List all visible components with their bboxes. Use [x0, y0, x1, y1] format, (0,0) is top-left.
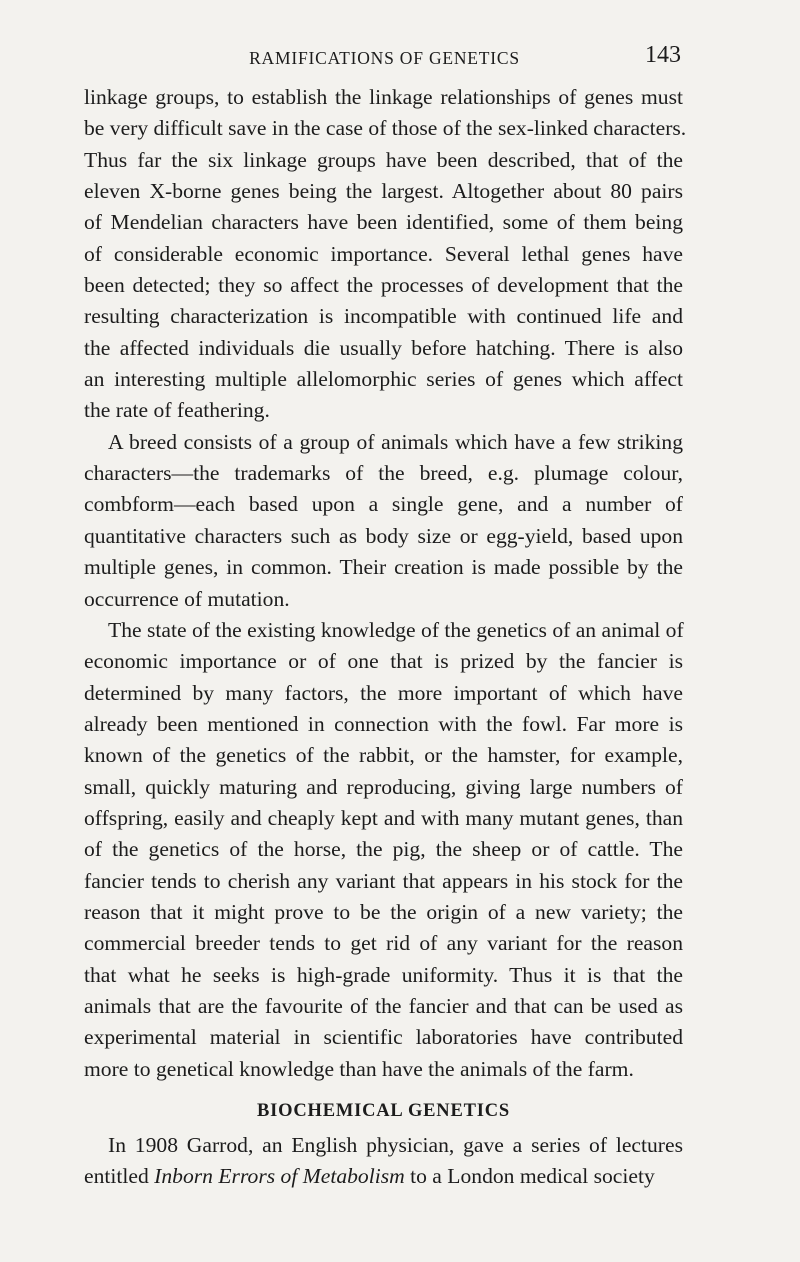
text-line: linkage groups, to establish the linkage relationships of genes must: [84, 85, 683, 109]
text-line: an interesting multiple allelomorphic series of genes which affect: [84, 367, 683, 392]
text-line: small, quickly maturing and reproducing, giving large numbers of: [84, 774, 683, 799]
text-fragment: to a London medical society: [404, 1164, 655, 1189]
text-line: been detected; they so affect the processes of development that the: [84, 273, 683, 298]
text-line: the rate of feathering.: [84, 398, 270, 423]
text-line: of considerable economic importance. Several lethal genes have: [84, 241, 683, 266]
text-line: determined by many factors, the more important of which have: [84, 680, 683, 705]
section-heading: BIOCHEMICAL GENETICS: [257, 1101, 510, 1121]
text-line: characters—the trademarks of the breed, e.g. plumage colour,: [84, 461, 683, 486]
text-line: eleven X-borne genes being the largest. Altogether about 80 pairs: [84, 179, 683, 204]
section-gap: [84, 1085, 683, 1093]
text-line: In 1908 Garrod, an English physician, gave a series of lectures: [108, 1133, 683, 1157]
text-line: combform—each based upon a single gene, and a number of: [84, 492, 683, 517]
running-title: RAMIFICATIONS OF GENETICS: [249, 48, 520, 68]
text-line: commercial breeder tends to get rid of any variant for the reason: [84, 931, 683, 956]
paragraph-knowledge: [84, 615, 683, 1085]
text-line: offspring, easily and cheaply kept and with many mutant genes, than: [84, 805, 683, 830]
text-line: reason that it might prove to be the origin of a new variety; the: [84, 899, 683, 924]
text-line: be very difficult save in the case of those of the sex-linked characters.: [84, 116, 687, 141]
book-title: Inborn Errors of Metabolism: [154, 1164, 405, 1189]
paragraph-breed: [84, 427, 683, 615]
text-line: animals that are the favourite of the fancier and that can be used as: [84, 993, 683, 1018]
text-line: of Mendelian characters have been identified, some of them being: [84, 210, 683, 235]
text-line: resulting characterization is incompatible with continued life and: [84, 304, 683, 329]
body-text: [84, 82, 687, 1193]
text-line: Thus far the six linkage groups have been described, that of the: [84, 147, 683, 172]
text-line: occurrence of mutation.: [84, 586, 290, 611]
text-line-with-title: [84, 1161, 683, 1192]
text-line: quantitative characters such as body size or egg-yield, based upon: [84, 523, 683, 548]
text-line: the affected individuals die usually before hatching. There is also: [84, 335, 683, 360]
running-head: [88, 42, 681, 76]
text-line: economic importance or of one that is prized by the fancier is: [84, 649, 683, 674]
text-line: of the genetics of the horse, the pig, the sheep or of cattle. The: [84, 837, 683, 862]
text-fragment: entitled: [84, 1164, 155, 1189]
text-line: multiple genes, in common. Their creation is made possible by the: [84, 555, 683, 580]
text-line: more to genetical knowledge than have the animals of the farm.: [84, 1056, 634, 1081]
text-line: that what he seeks is high-grade uniformity. Thus it is that the: [84, 962, 683, 987]
text-line: A breed consists of a group of animals which have a few striking: [108, 429, 683, 454]
paragraph-garrod: [84, 1130, 683, 1193]
paragraph-linkage-groups: [84, 82, 687, 427]
text-line: fancier tends to cherish any variant that appears in his stock for the: [84, 868, 683, 893]
text-line: already been mentioned in connection with the fowl. Far more is: [84, 711, 683, 736]
page-number: 143: [645, 42, 681, 68]
text-line: known of the genetics of the rabbit, or the hamster, for example,: [84, 743, 683, 768]
text-line: experimental material in scientific laboratories have contributed: [84, 1025, 683, 1050]
text-line: The state of the existing knowledge of the genetics of an animal of: [108, 617, 684, 642]
